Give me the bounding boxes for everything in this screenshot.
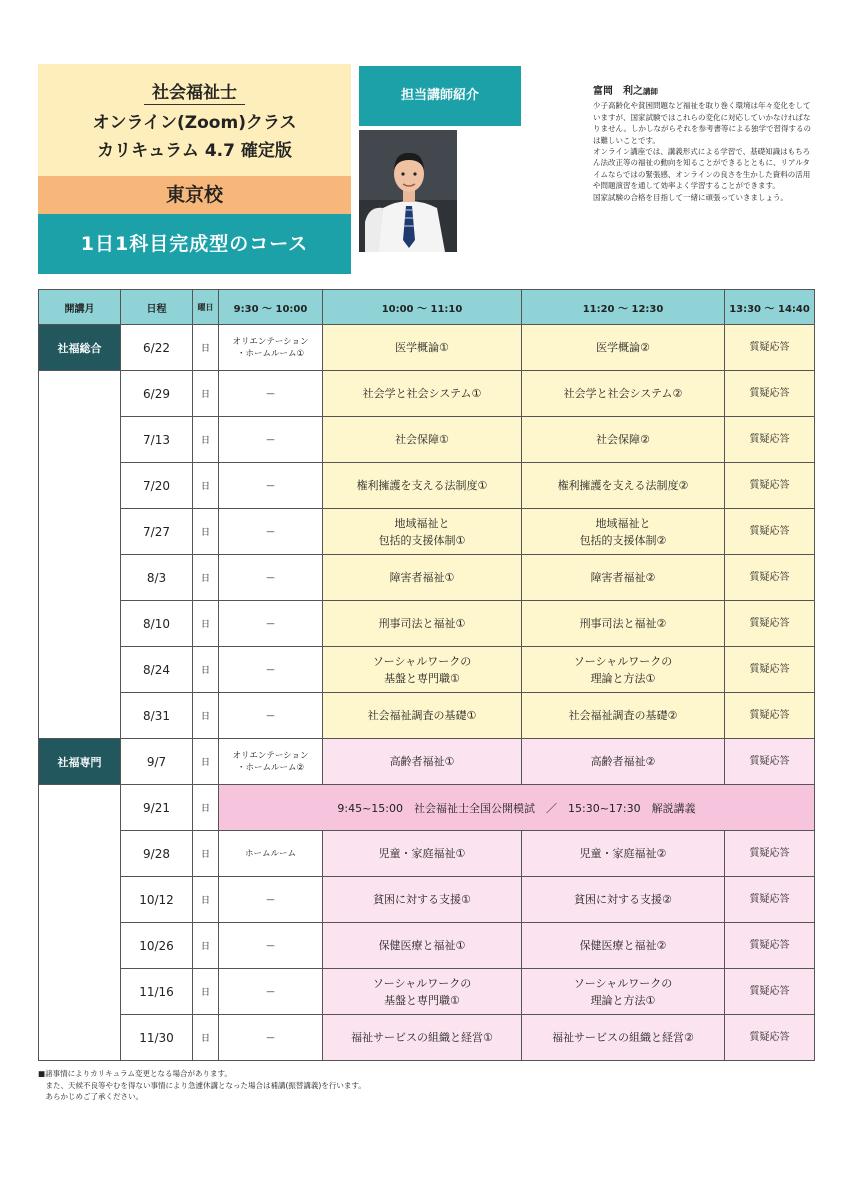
table-row bbox=[39, 831, 815, 877]
orientation-cell: — bbox=[219, 417, 323, 463]
qa-cell: 質疑応答 bbox=[725, 693, 815, 739]
date-cell: 7/27 bbox=[121, 509, 193, 555]
instructor-portrait-icon bbox=[359, 130, 457, 252]
qa-cell: 質疑応答 bbox=[725, 831, 815, 877]
qa-cell: 質疑応答 bbox=[725, 371, 815, 417]
instructor-name: 富岡 利之 bbox=[593, 86, 643, 97]
category-cell bbox=[39, 831, 121, 877]
lecture-1-cell: 高齢者福祉① bbox=[323, 739, 522, 785]
lecture-2-cell: 高齢者福祉② bbox=[522, 739, 725, 785]
lecture-2-cell: 福祉サービスの組織と経営② bbox=[522, 1015, 725, 1061]
category-cell bbox=[39, 1015, 121, 1061]
qa-cell: 質疑応答 bbox=[725, 1015, 815, 1061]
lecture-2-cell: 権利擁護を支える法制度② bbox=[522, 463, 725, 509]
day-cell: 日 bbox=[193, 601, 219, 647]
orientation-cell: — bbox=[219, 555, 323, 601]
lecture-1-cell: 社会学と社会システム① bbox=[323, 371, 522, 417]
date-cell: 6/29 bbox=[121, 371, 193, 417]
date-cell: 9/21 bbox=[121, 785, 193, 831]
header-slot-4: 13:30 ～ 14:40 bbox=[725, 290, 815, 325]
table-row bbox=[39, 739, 815, 785]
day-cell: 日 bbox=[193, 693, 219, 739]
orientation-cell: — bbox=[219, 877, 323, 923]
lecture-2-cell: 刑事司法と福祉② bbox=[522, 601, 725, 647]
date-cell: 10/12 bbox=[121, 877, 193, 923]
category-cell bbox=[39, 969, 121, 1015]
lecture-2-cell: 貧困に対する支援② bbox=[522, 877, 725, 923]
category-cell bbox=[39, 463, 121, 509]
lecture-1-cell: 貧困に対する支援① bbox=[323, 877, 522, 923]
category-cell bbox=[39, 693, 121, 739]
qa-cell: 質疑応答 bbox=[725, 325, 815, 371]
table-row bbox=[39, 509, 815, 555]
instructor-name-line bbox=[593, 86, 815, 97]
instructor-section-label: 担当講師紹介 bbox=[359, 66, 521, 126]
orientation-cell: ホームルーム bbox=[219, 831, 323, 877]
lecture-2-cell: 児童・家庭福祉② bbox=[522, 831, 725, 877]
date-cell: 9/28 bbox=[121, 831, 193, 877]
lecture-1-cell: 刑事司法と福祉① bbox=[323, 601, 522, 647]
qa-cell: 質疑応答 bbox=[725, 601, 815, 647]
lecture-2-cell: ソーシャルワークの 理論と方法① bbox=[522, 969, 725, 1015]
lecture-1-cell: 保健医療と福祉① bbox=[323, 923, 522, 969]
day-cell: 日 bbox=[193, 877, 219, 923]
date-cell: 11/16 bbox=[121, 969, 193, 1015]
lecture-2-cell: ソーシャルワークの 理論と方法① bbox=[522, 647, 725, 693]
date-cell: 8/24 bbox=[121, 647, 193, 693]
title-line1: 社会福祉士 bbox=[144, 78, 245, 105]
lecture-2-cell: 社会保障② bbox=[522, 417, 725, 463]
category-cell: 社福専門 bbox=[39, 739, 121, 785]
date-cell: 8/10 bbox=[121, 601, 193, 647]
category-cell bbox=[39, 417, 121, 463]
lecture-1-cell: 医学概論① bbox=[323, 325, 522, 371]
instructor-photo bbox=[359, 130, 457, 252]
day-cell: 日 bbox=[193, 785, 219, 831]
lecture-1-cell: 社会保障① bbox=[323, 417, 522, 463]
bio-paragraph-3: 国家試験の合格を目指して一緒に頑張っていきましょう。 bbox=[593, 192, 788, 202]
table-row bbox=[39, 601, 815, 647]
day-cell: 日 bbox=[193, 509, 219, 555]
instructor-role: 講師 bbox=[643, 87, 658, 96]
lecture-1-cell: 地域福祉と 包括的支援体制① bbox=[323, 509, 522, 555]
table-row bbox=[39, 417, 815, 463]
qa-cell: 質疑応答 bbox=[725, 969, 815, 1015]
orientation-cell: — bbox=[219, 463, 323, 509]
lecture-2-cell: 障害者福祉② bbox=[522, 555, 725, 601]
category-cell bbox=[39, 785, 121, 831]
footnote-line-3: あらかじめご了承ください。 bbox=[38, 1092, 143, 1101]
category-cell bbox=[39, 555, 121, 601]
date-cell: 11/30 bbox=[121, 1015, 193, 1061]
bio-paragraph-2: オンライン講座では、講義形式による学習で、基礎知識はもちろん法改正等の福祉の動向を知ることができるとともに、リアルタイムならではの緊張感、オンラインの良さを生かした資料の活用や問題演習を通して効率よく学習することができます。 bbox=[593, 147, 811, 191]
lecture-1-cell: 福祉サービスの組織と経営① bbox=[323, 1015, 522, 1061]
qa-cell: 質疑応答 bbox=[725, 877, 815, 923]
table-row bbox=[39, 923, 815, 969]
day-cell: 日 bbox=[193, 1015, 219, 1061]
title-line3: カリキュラム 4.7 確定版 bbox=[97, 141, 292, 161]
table-row bbox=[39, 463, 815, 509]
orientation-cell: — bbox=[219, 371, 323, 417]
orientation-cell: — bbox=[219, 969, 323, 1015]
date-cell: 10/26 bbox=[121, 923, 193, 969]
category-cell bbox=[39, 509, 121, 555]
lecture-1-cell: ソーシャルワークの 基盤と専門職① bbox=[323, 647, 522, 693]
table-row bbox=[39, 969, 815, 1015]
instructor-bio bbox=[593, 86, 815, 203]
category-cell bbox=[39, 371, 121, 417]
header-slot-1: 9:30 ～ 10:00 bbox=[219, 290, 323, 325]
orientation-cell: — bbox=[219, 601, 323, 647]
orientation-cell: オリエンテーション ・ホームルーム① bbox=[219, 325, 323, 371]
category-cell bbox=[39, 601, 121, 647]
day-cell: 日 bbox=[193, 647, 219, 693]
table-row bbox=[39, 1015, 815, 1061]
date-cell: 8/31 bbox=[121, 693, 193, 739]
category-cell bbox=[39, 647, 121, 693]
qa-cell: 質疑応答 bbox=[725, 739, 815, 785]
day-cell: 日 bbox=[193, 371, 219, 417]
header-month: 開講月 bbox=[39, 290, 121, 325]
footnote-line-1: ■諸事情によりカリキュラム変更となる場合があります。 bbox=[38, 1069, 232, 1078]
qa-cell: 質疑応答 bbox=[725, 417, 815, 463]
title-panel bbox=[38, 64, 351, 176]
qa-cell: 質疑応答 bbox=[725, 509, 815, 555]
lecture-2-cell: 医学概論② bbox=[522, 325, 725, 371]
lecture-1-cell: ソーシャルワークの 基盤と専門職① bbox=[323, 969, 522, 1015]
qa-cell: 質疑応答 bbox=[725, 463, 815, 509]
orientation-cell: — bbox=[219, 509, 323, 555]
header-slot-2: 10:00 ～ 11:10 bbox=[323, 290, 522, 325]
day-cell: 日 bbox=[193, 739, 219, 785]
date-cell: 9/7 bbox=[121, 739, 193, 785]
lecture-2-cell: 社会学と社会システム② bbox=[522, 371, 725, 417]
day-cell: 日 bbox=[193, 325, 219, 371]
table-row bbox=[39, 647, 815, 693]
qa-cell: 質疑応答 bbox=[725, 647, 815, 693]
day-cell: 日 bbox=[193, 463, 219, 509]
category-cell: 社福総合 bbox=[39, 325, 121, 371]
lecture-2-cell: 社会福祉調査の基礎② bbox=[522, 693, 725, 739]
title-line2: オンライン(Zoom)クラス bbox=[92, 113, 297, 133]
lecture-1-cell: 児童・家庭福祉① bbox=[323, 831, 522, 877]
orientation-cell: — bbox=[219, 647, 323, 693]
orientation-cell: — bbox=[219, 1015, 323, 1061]
orientation-cell: オリエンテーション ・ホームルーム② bbox=[219, 739, 323, 785]
footnote bbox=[38, 1068, 738, 1103]
header-slot-3: 11:20 ～ 12:30 bbox=[522, 290, 725, 325]
mock-exam-cell: 9:45~15:00 社会福祉士全国公開模試 ／ 15:30~17:30 解説講義 bbox=[219, 785, 815, 831]
table-row bbox=[39, 555, 815, 601]
school-banner: 東京校 bbox=[38, 176, 351, 214]
day-cell: 日 bbox=[193, 969, 219, 1015]
date-cell: 7/20 bbox=[121, 463, 193, 509]
header-date: 日程 bbox=[121, 290, 193, 325]
day-cell: 日 bbox=[193, 555, 219, 601]
lecture-1-cell: 社会福祉調査の基礎① bbox=[323, 693, 522, 739]
footnote-line-2: また、天候不良等やむを得ない事情により急遽休講となった場合は補講(振替講義)を行います。 bbox=[38, 1080, 366, 1090]
bio-paragraph-1: 少子高齢化や貧困問題など福祉を取り巻く環境は年々変化をしていますが、国家試験ではこれらの変化に対応していかなければなりません。しかしながらそれを参考書等による独学で習得するのは難しいことです。 bbox=[593, 101, 811, 145]
orientation-cell: — bbox=[219, 693, 323, 739]
date-cell: 7/13 bbox=[121, 417, 193, 463]
table-header-row bbox=[39, 290, 815, 325]
category-cell bbox=[39, 923, 121, 969]
day-cell: 日 bbox=[193, 923, 219, 969]
qa-cell: 質疑応答 bbox=[725, 555, 815, 601]
table-row bbox=[39, 877, 815, 923]
day-cell: 日 bbox=[193, 417, 219, 463]
table-row bbox=[39, 325, 815, 371]
table-row bbox=[39, 693, 815, 739]
curriculum-table bbox=[38, 289, 815, 1061]
lecture-1-cell: 権利擁護を支える法制度① bbox=[323, 463, 522, 509]
day-cell: 日 bbox=[193, 831, 219, 877]
qa-cell: 質疑応答 bbox=[725, 923, 815, 969]
category-cell bbox=[39, 877, 121, 923]
orientation-cell: — bbox=[219, 923, 323, 969]
lecture-2-cell: 地域福祉と 包括的支援体制② bbox=[522, 509, 725, 555]
header-day: 曜日 bbox=[193, 290, 219, 325]
date-cell: 6/22 bbox=[121, 325, 193, 371]
lecture-1-cell: 障害者福祉① bbox=[323, 555, 522, 601]
table-row bbox=[39, 371, 815, 417]
lecture-2-cell: 保健医療と福祉② bbox=[522, 923, 725, 969]
table-row bbox=[39, 785, 815, 831]
date-cell: 8/3 bbox=[121, 555, 193, 601]
course-banner: 1日1科目完成型のコース bbox=[38, 214, 351, 274]
